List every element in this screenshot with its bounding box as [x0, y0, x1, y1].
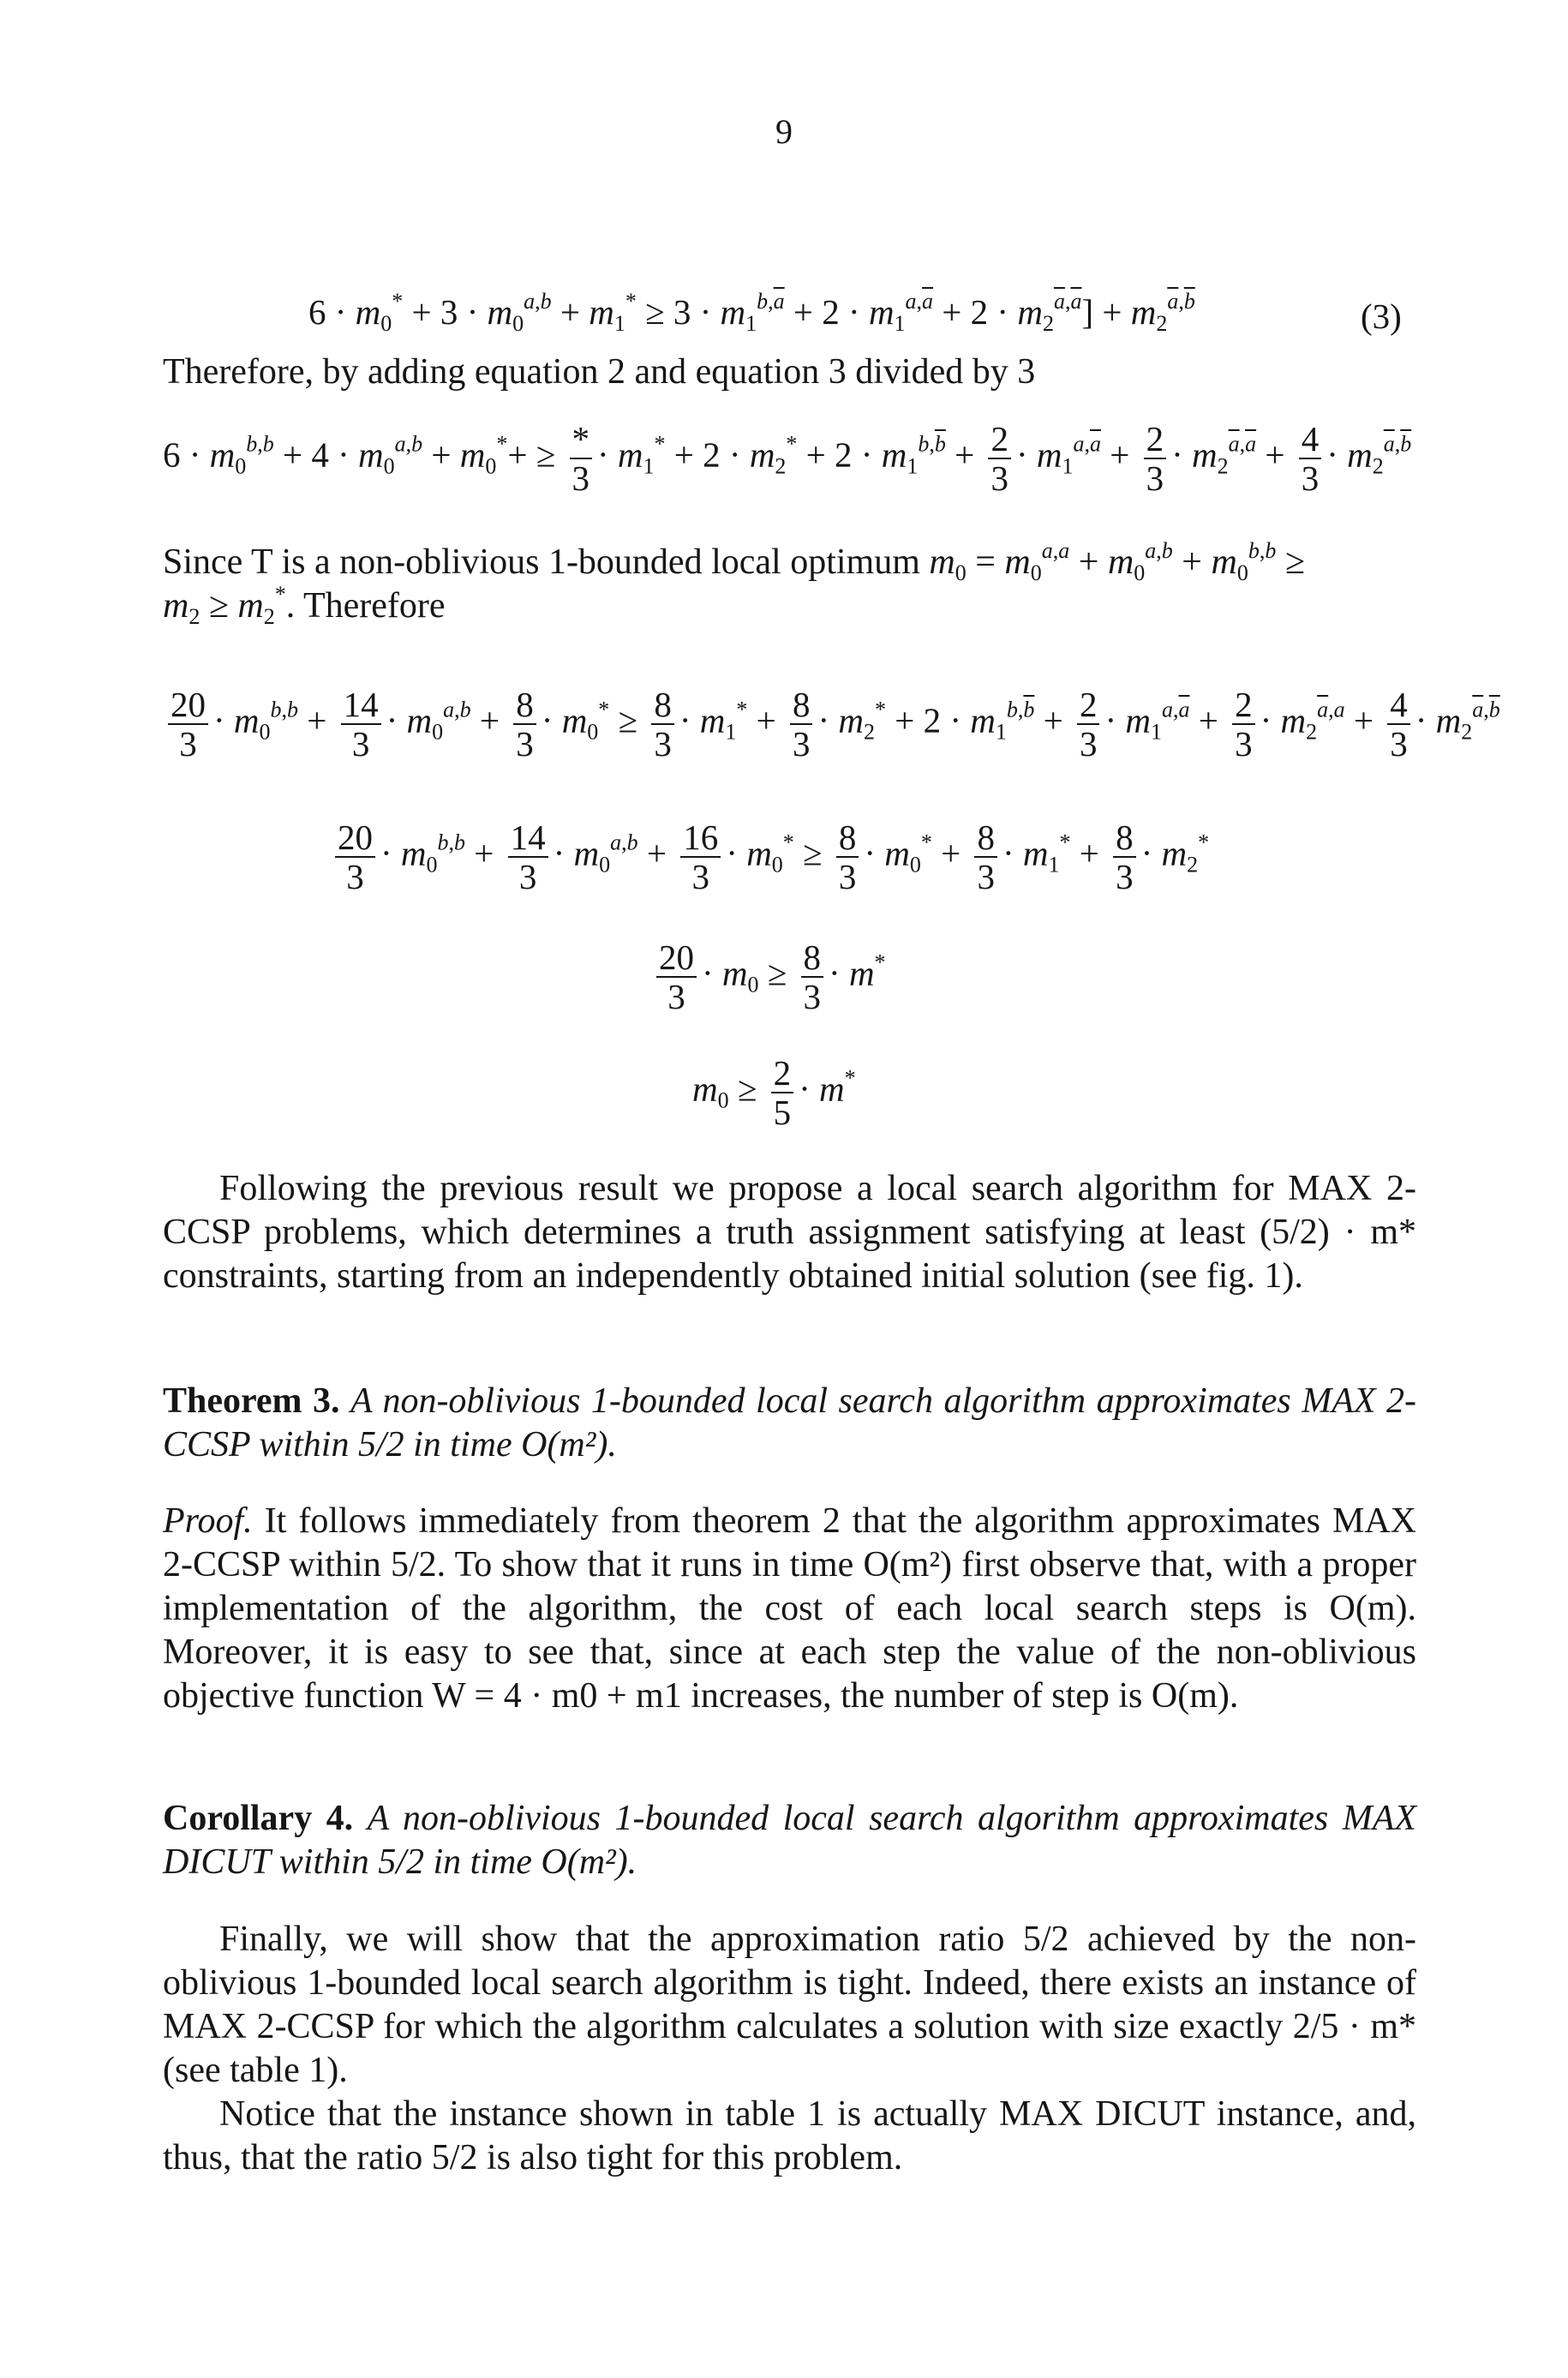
equation-step-2: $\frac{20}{3}$ · $m_0$ ≥ $\frac{8}{3}$ · m* — [651, 938, 886, 1015]
paragraph-following: Following the previous result we propose a local search algorithm for MAX 2-CCSP problems, which determines a truth assignment satisfying at least (5/2) · m* constraints, starting from an independently obtained initial solution (see fig. 1). — [163, 1169, 1416, 1296]
equation-3: $6 \cdot m_0^* + 3 \cdot m_0^{a,b} + m_1^* \ge 3 \cdot m_1^{b,\overline{a}} + 2 \cdot m_1^{a,\overline{a}} + 2 \cdot m_2^{\overline{a},\overline{a}}] + m_2^{\overline{a},\overline{b}}$ — [308, 289, 1195, 336]
paragraph-therefore: Therefore, by adding equation 2 and equation 3 divided by 3 — [163, 352, 1036, 392]
paragraph-since: Since T is a non-oblivious 1-bounded local optimum $m_0 = m_0^{a,a} + m_0^{a,b} + m_0^{b,b}$ ≥ — [163, 538, 1305, 585]
corollary-text: A non-oblivious 1-bounded local search algorithm approximates MAX DICUT within 5/2 in time O(m²). — [163, 1799, 1416, 1882]
equation-step-1: $\frac{20}{3}$ · $m_0^{b,b}$ + $\frac{14}{3}$ · $m_0^{a,b}$ + $\frac{16}{3}$ · $m_0^*$ ≥ $\frac{8}{3}$ · $m_0^*$ + $\frac{8}{3}$ · $m_1^*$ + $\frac{8}{3}$ · $m_2^*$ — [330, 818, 1209, 895]
paragraph-since-cont: $m_2 \ge m_2^*$. Therefore — [163, 582, 446, 629]
theorem-3 — [163, 1380, 1416, 1467]
equation-step-3: $m_0$ ≥ $\frac{2}{5}$ · m* — [692, 1053, 856, 1132]
theorem-label: Theorem 3. — [163, 1381, 340, 1421]
corollary-label: Corollary 4. — [163, 1799, 354, 1838]
since-text-1: Since T is a non-oblivious 1-bounded local optimum — [163, 542, 920, 582]
paragraph-notice: Notice that the instance shown in table 1 is actually MAX DICUT instance, and, thus, that the ratio 5/2 is also tight for this problem. — [163, 2094, 1416, 2177]
proof — [163, 1500, 1416, 1718]
proof-label: Proof. — [163, 1501, 253, 1541]
equation-combined: $6 \cdot m_0^{b,b} + 4 \cdot m_0^{a,b} + m_0^*+$ ≥ $\frac{*}{3}$ · $m_1^* + 2 \cdot m_2^* + 2 \cdot m_1^{b,\overline{b}}$ + $\frac{2}{3}$ · $m_1^{a,\overline{a}}$ + $\frac{2}{3}$ · $m_2^{\overline{a},\overline{a}}$ + $\frac{4}{3}$ · $m_2^{\overline{a},\overline{b}}$ — [163, 419, 1412, 498]
paragraph-finally: Finally, we will show that the approximation ratio 5/2 achieved by the non-oblivious 1-bounded local search algorithm is tight. Indeed, there exists an instance of MAX 2-CCSP for which the algorithm calculates a solution with size exactly 2/5 · m* (see table 1). — [163, 1920, 1416, 2090]
proof-text: It follows immediately from theorem 2 that the algorithm approximates MAX 2-CCSP within 5/2. To show that it runs in time O(m²) first observe that, with a proper implementation of the algorithm, the cost of each local search steps is O(m). Moreover, it is easy to see that, since at each step the value of the non-oblivious objective function W = 4 · m0 + m1 increases, the number of step is O(m). — [163, 1501, 1416, 1716]
corollary-4 — [163, 1797, 1416, 1884]
page-number: 9 — [775, 112, 793, 151]
since-text-2: Therefore — [303, 586, 446, 626]
theorem-text: A non-oblivious 1-bounded local search algorithm approximates MAX 2-CCSP within 5/2 in time O(m²). — [163, 1381, 1417, 1465]
equation-long: $\frac{20}{3}$ · $m_0^{b,b}$ + $\frac{14}{3}$ · $m_0^{a,b}$ + $\frac{8}{3}$ · $m_0^*$ ≥ $\frac{8}{3}$ · $m_1^*$ + $\frac{8}{3}$ · $m_2^* + 2 \cdot m_1^{b,\overline{b}}$ + $\frac{2}{3}$ · $m_1^{a,\overline{a}}$ + $\frac{2}{3}$ · $m_2^{\overline{a},a}$ + $\frac{4}{3}$ · $m_2^{\overline{a},\overline{b}}$ — [163, 686, 1500, 763]
equation-3-label: (3) — [1361, 297, 1402, 336]
